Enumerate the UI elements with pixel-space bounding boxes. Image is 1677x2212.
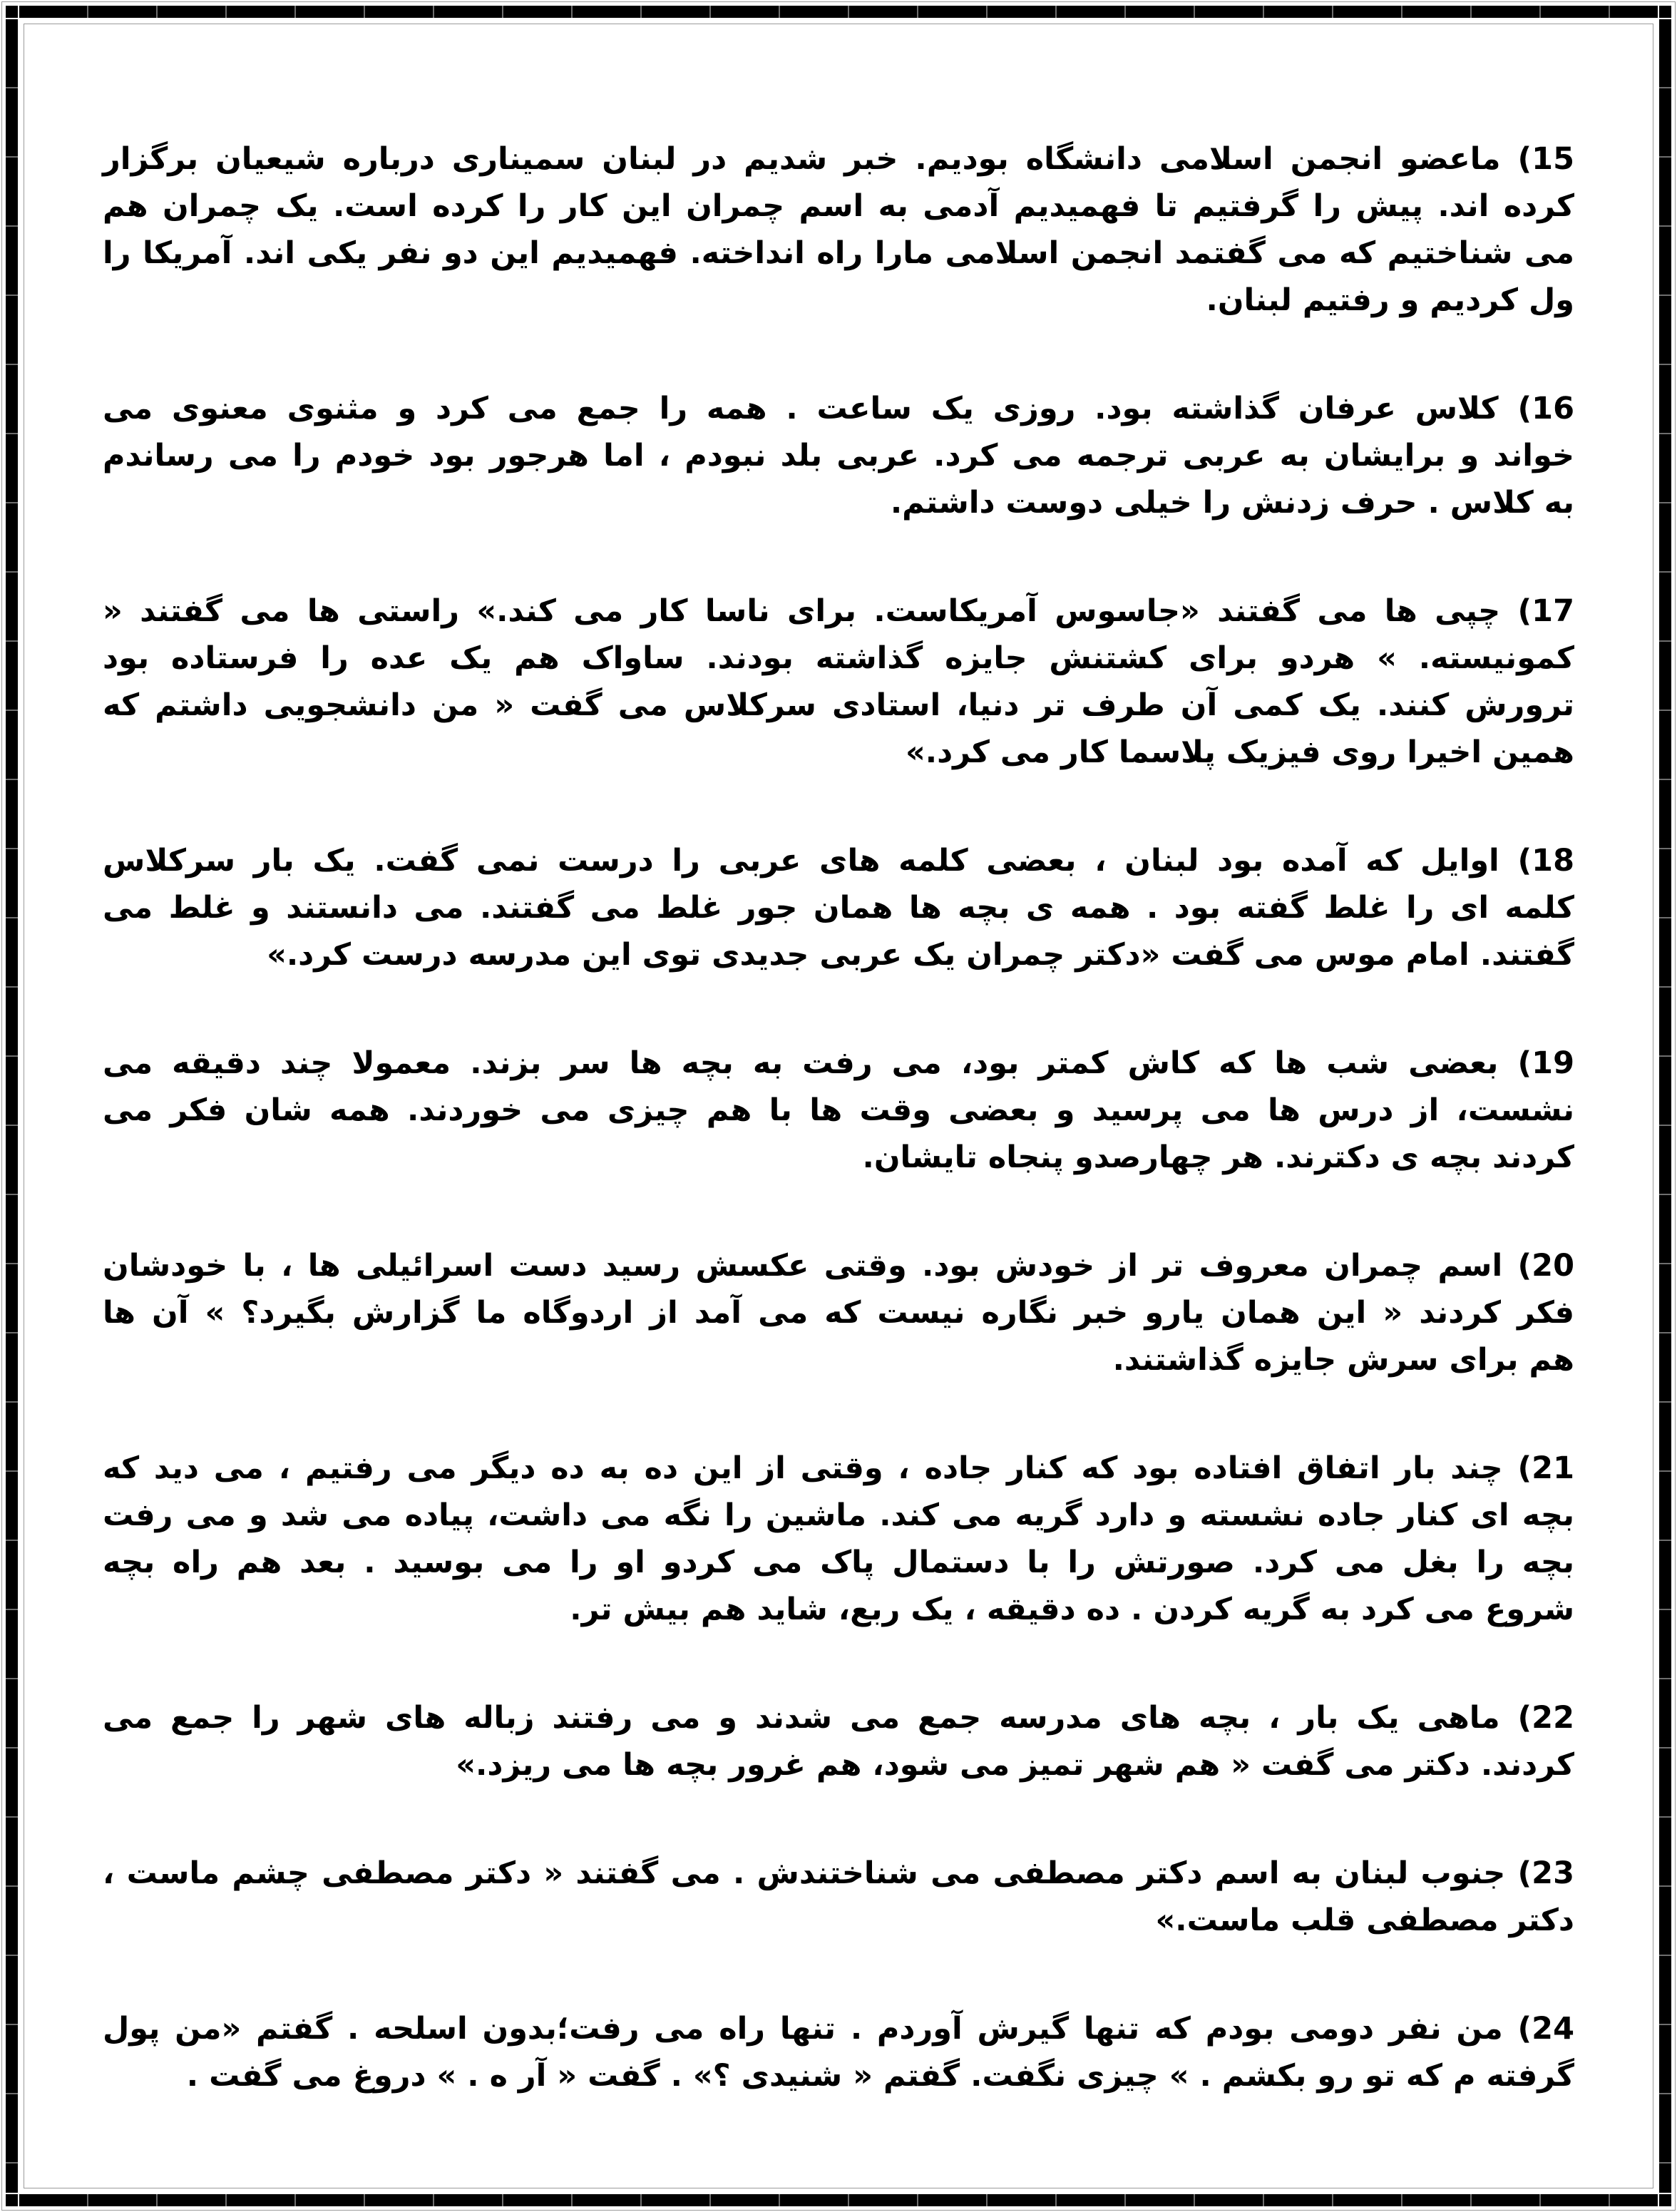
text-line: می شناختیم که می گفتمد انجمن اسلامی مارا راه انداخته. فهمیدیم این دو نفر یکی اند. آمریکا را [103, 235, 1574, 271]
page-border-corner-top-right [1659, 6, 1671, 18]
paragraph-20 [103, 1242, 1574, 1383]
text-line: کردند بچه ی دکترند. هر چهارصدو پنجاه تایشان. [862, 1140, 1574, 1175]
text-line: 22) ماهی یک بار ، بچه های مدرسه جمع می شدند و می رفتند زباله های شهر را جمع می [103, 1700, 1574, 1736]
page-border-band-top [19, 6, 1658, 18]
paragraph-17 [103, 588, 1574, 776]
paragraph-18 [103, 837, 1574, 978]
page-border-band-left [6, 19, 18, 2193]
text-line: کردند. دکتر می گفت « هم شهر تمیز می شود، هم غرور بچه ها می ریزد.» [456, 1747, 1574, 1783]
text-line: بچه ای کنار جاده نشسته و دارد گریه می کند. ماشین را نگه می داشت، پیاده می شد و می رفت [103, 1497, 1574, 1533]
document-body [103, 135, 1574, 2161]
page-border-band-bottom [19, 2194, 1658, 2206]
text-line: 16) کلاس عرفان گذاشته بود. روزی یک ساعت . همه را جمع می کرد و مثنوی معنوی می [103, 391, 1574, 426]
text-line: 20) اسم چمران معروف تر از خودش بود. وقتی عکسش رسید دست اسرائیلی ها ، با خودشان [103, 1248, 1574, 1284]
page-border-corner-bottom-right [1659, 2194, 1671, 2206]
paragraph-22 [103, 1694, 1574, 1788]
text-line: 24) من نفر دومی بودم که تنها گیرش آوردم . تنها راه می رفت؛بدون اسلحه . گفتم «من پول [103, 2011, 1574, 2047]
paragraph-19 [103, 1040, 1574, 1181]
page-border-corner-top-left [6, 6, 18, 18]
paragraph-15 [103, 135, 1574, 324]
text-line: 21) چند بار اتفاق افتاده بود که کنار جاده ، وقتی از این ده به ده دیگر می رفتیم ، می دید که [103, 1450, 1574, 1486]
text-line: کمونیسته. » هردو برای کشتنش جایزه گذاشته بودند. ساواک هم یک عده را فرستاده بود [103, 640, 1574, 676]
paragraph-21 [103, 1445, 1574, 1633]
text-line: ول کردیم و رفتیم لبنان. [1206, 282, 1574, 318]
text-line: خواند و برایشان به عربی ترجمه می کرد. عربی بلد نبودم ، اما هرجور بود خودم را می رساندم [103, 438, 1574, 473]
text-line: فکر کردند « این همان یارو خبر نگاره نیست که می آمد از اردوگاه ما گزارش بگیرد؟ » آن ها [103, 1295, 1574, 1331]
text-line: 23) جنوب لبنان به اسم دکتر مصطفی می شناختندش . می گفتند « دکتر مصطفی چشم ماست ، [103, 1855, 1574, 1891]
text-line: 17) چپی ها می گفتند «جاسوس آمریکاست. برای ناسا کار می کند.» راستی ها می گفتند « [103, 593, 1574, 629]
text-line: هم برای سرش جایزه گذاشتند. [1112, 1342, 1574, 1378]
page-border-corner-bottom-left [6, 2194, 18, 2206]
paragraph-24 [103, 2005, 1574, 2099]
text-line: بچه را بغل می کرد. صورتش را با دستمال پاک می کردو او را می بوسید . بعد هم راه بچه [103, 1545, 1574, 1580]
text-line: 18) اوایل که آمده بود لبنان ، بعضی کلمه های عربی را درست نمی گفت. یک بار سرکلاس [103, 843, 1574, 879]
text-line: کرده اند. پیش را گرفتیم تا فهمیدیم آدمی به اسم چمران این کار را کرده است. یک چمران هم [103, 188, 1574, 224]
page-border-band-right [1659, 19, 1671, 2193]
text-line: نشست، از درس ها می پرسید و بعضی وقت ها با هم چیزی می خوردند. همه شان فکر می [103, 1092, 1574, 1128]
text-line: کلمه ای را غلط گفته بود . همه ی بچه ها همان جور غلط می گفتند. می دانستند و غلط می [103, 890, 1574, 926]
text-line: دکتر مصطفی قلب ماست.» [1155, 1903, 1574, 1938]
text-line: به کلاس . حرف زدنش را خیلی دوست داشتم. [890, 485, 1574, 521]
paragraph-23 [103, 1850, 1574, 1944]
text-line: ترورش کنند. یک کمی آن طرف تر دنیا، استادی سرکلاس می گفت « من دانشجویی داشتم که [103, 687, 1574, 723]
text-line: 15) ماعضو انجمن اسلامی دانشگاه بودیم. خبر شدیم در لبنان سمیناری درباره شیعیان برگزار [103, 141, 1574, 177]
text-line: شروع می کرد به گریه کردن . ده دقیقه ، یک ربع، شاید هم بیش تر. [570, 1592, 1574, 1627]
text-line: گرفته م که تو رو بکشم . » چیزی نگفت. گفتم « شنیدی ؟» . گفت « آر ه . » دروغ می گفت . [186, 2058, 1574, 2094]
text-line: همین اخیرا روی فیزیک پلاسما کار می کرد.» [905, 734, 1574, 770]
paragraph-16 [103, 385, 1574, 526]
text-line: گفتند. امام موس می گفت «دکتر چمران یک عربی جدیدی توی این مدرسه درست کرد.» [267, 937, 1574, 973]
text-line: 19) بعضی شب ها که کاش کمتر بود، می رفت به بچه ها سر بزند. معمولا چند دقیقه می [103, 1045, 1574, 1081]
